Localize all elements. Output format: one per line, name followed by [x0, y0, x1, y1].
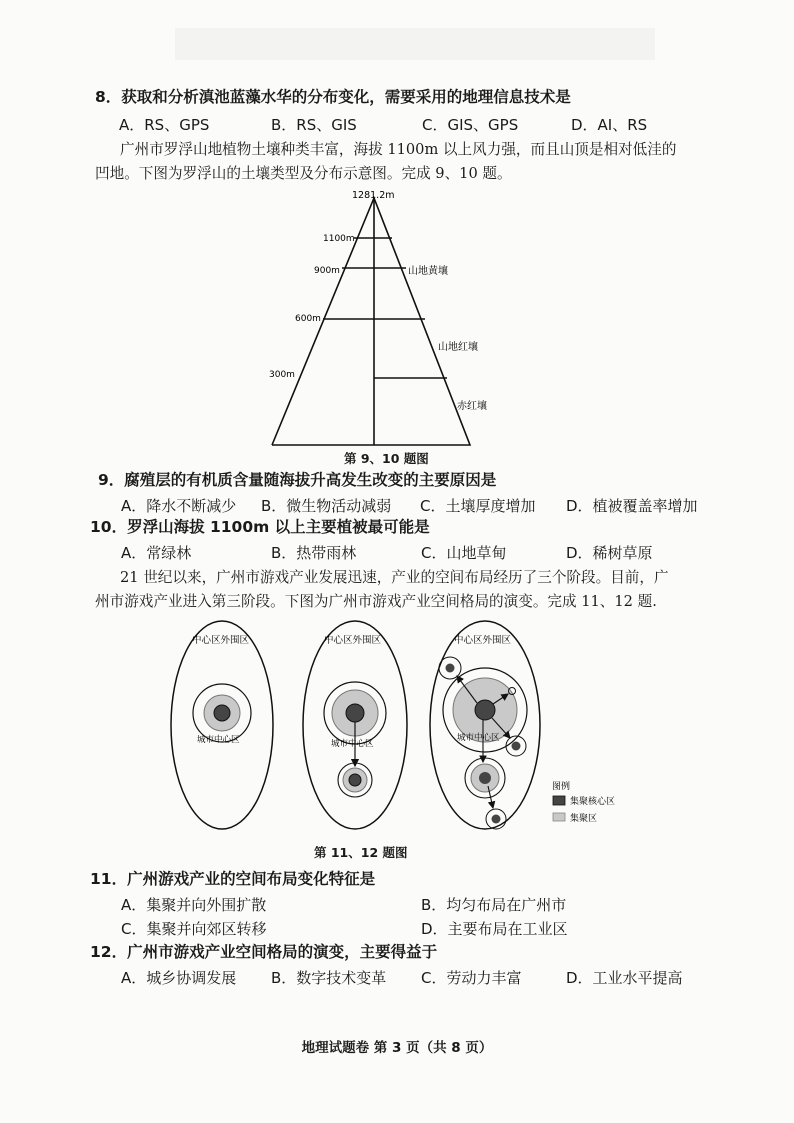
legend-core-swatch [553, 796, 565, 805]
q8-option-c[interactable]: C．GIS、GPS [422, 116, 519, 134]
question-10-stem: 10．罗浮山海拔 1100m 以上主要植被最可能是 [90, 518, 430, 536]
page-footer: 地理试题卷 第 3 页（共 8 页） [301, 1040, 493, 1056]
peak-elevation-label: 1281.2m [352, 190, 395, 201]
stage-1-panel [171, 621, 273, 829]
stage3-center-label: 城市中心区 [457, 733, 500, 743]
q10-option-b[interactable]: B．热带雨林 [271, 544, 357, 562]
question-11-stem: 11．广州游戏产业的空间布局变化特征是 [90, 870, 376, 888]
stage-2-panel [303, 621, 407, 829]
legend [552, 780, 615, 824]
legend-cluster-swatch [553, 813, 565, 821]
q10-option-c[interactable]: C．山地草甸 [421, 544, 507, 562]
elevation-900m-label: 900m [314, 266, 340, 276]
q10-option-a[interactable]: A．常绿林 [121, 544, 192, 562]
question-9-stem: 9．腐殖层的有机质含量随海拔升高发生改变的主要原因是 [98, 471, 497, 489]
question-8-stem: 8．获取和分析滇池蓝藻水华的分布变化，需要采用的地理信息技术是 [95, 88, 571, 106]
stage-3-panel [430, 621, 540, 829]
header-blank-strip [175, 28, 655, 60]
soil-label-yellow: 山地黄壤 [408, 266, 448, 277]
q10-option-d[interactable]: D．稀树草原 [566, 544, 653, 562]
legend-title: 图例 [552, 782, 571, 792]
stage3-outer-label: 中心区外围区 [454, 635, 512, 646]
stage2-center-label: 城市中心区 [331, 739, 374, 749]
figure-11-12-caption: 第 11、12 题图 [314, 845, 408, 860]
figure-9-10-caption: 第 9、10 题图 [344, 451, 429, 466]
soil-label-lateritic-red: 赤红壤 [457, 401, 487, 412]
intro-11-12-line-2: 州市游戏产业进入第三阶段。下图为广州市游戏产业空间格局的演变。完成 11、12 题. [95, 593, 657, 610]
q8-option-d[interactable]: D．AI、RS [571, 116, 648, 134]
elevation-600m-label: 600m [295, 314, 321, 324]
q12-option-b[interactable]: B．数字技术变革 [271, 969, 387, 987]
q11-option-d[interactable]: D．主要布局在工业区 [421, 920, 568, 938]
soil-label-red: 山地红壤 [438, 342, 478, 353]
legend-core-label: 集聚核心区 [570, 797, 616, 807]
intro-11-12-line-1: 21 世纪以来，广州市游戏产业发展迅速，产业的空间布局经历了三个阶段。目前，广 [120, 569, 669, 586]
q9-option-b[interactable]: B．微生物活动减弱 [261, 497, 392, 515]
stage1-outer-label: 中心区外围区 [192, 635, 250, 646]
q11-option-c[interactable]: C．集聚并向郊区转移 [121, 920, 267, 938]
mountain-soil-diagram [260, 186, 490, 466]
q8-option-a[interactable]: A．RS、GPS [119, 116, 210, 134]
intro-9-10-line-1: 广州市罗浮山地植物土壤种类丰富，海拔 1100m 以上风力强，而且山顶是相对低洼的 [120, 141, 677, 158]
q12-option-a[interactable]: A．城乡协调发展 [121, 969, 237, 987]
stage2-outer-label: 中心区外围区 [324, 635, 382, 646]
q9-option-c[interactable]: C．土壤厚度增加 [420, 497, 536, 515]
q9-option-d[interactable]: D．植被覆盖率增加 [566, 497, 698, 515]
intro-9-10-line-2: 凹地。下图为罗浮山的土壤类型及分布示意图。完成 9、10 题。 [95, 165, 512, 182]
q12-option-d[interactable]: D．工业水平提高 [566, 969, 683, 987]
elevation-1100m-label: 1100m [323, 234, 355, 244]
q12-option-c[interactable]: C．劳动力丰富 [421, 969, 522, 987]
stage1-center-label: 城市中心区 [197, 735, 240, 745]
game-industry-diagram [160, 618, 630, 838]
legend-cluster-label: 集聚区 [570, 814, 598, 824]
q11-option-b[interactable]: B．均匀布局在广州市 [421, 896, 567, 914]
q9-option-a[interactable]: A．降水不断减少 [121, 497, 237, 515]
q8-option-b[interactable]: B．RS、GIS [271, 116, 357, 134]
q11-option-a[interactable]: A．集聚并向外围扩散 [121, 896, 267, 914]
elevation-300m-label: 300m [269, 370, 295, 380]
question-12-stem: 12．广州市游戏产业空间格局的演变，主要得益于 [90, 943, 438, 961]
